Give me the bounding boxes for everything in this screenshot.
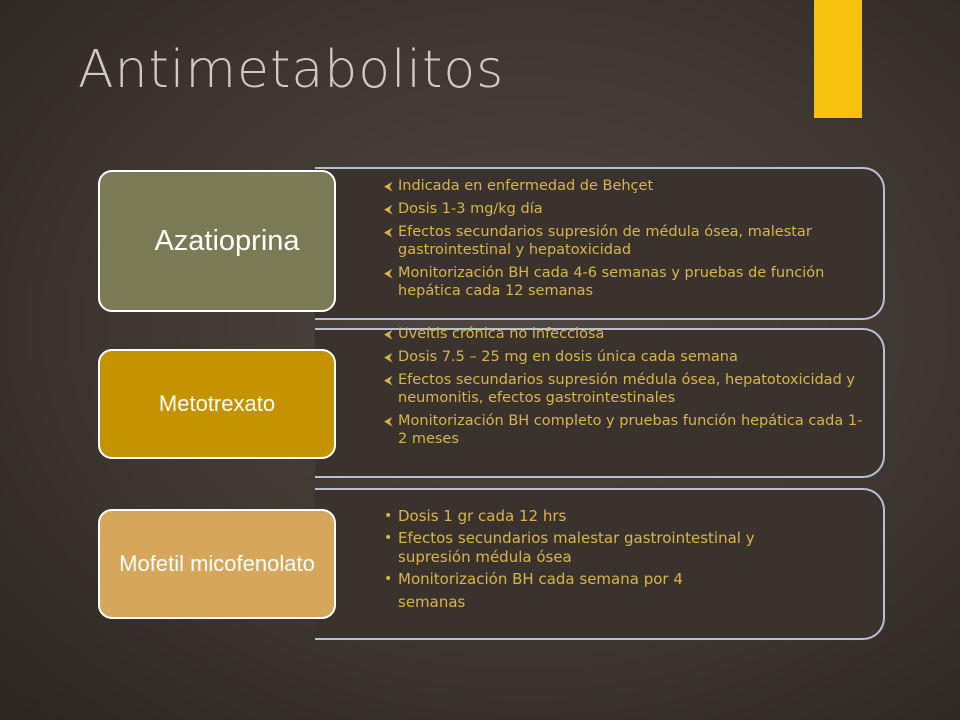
list-item-continuation: semanas bbox=[398, 593, 466, 611]
list-item: • Monitorización BH cada semana por 4 semanas bbox=[384, 570, 824, 612]
list-item: ⮜ Efectos secundarios supresión de médula ósea, malestar gastrointestinal y hepatoxicidad bbox=[384, 224, 812, 258]
azatioprina-list bbox=[384, 177, 864, 305]
arrow-bullet-icon: ⮜ bbox=[384, 414, 393, 428]
list-item: ⮜ Dosis 1-3 mg/kg día bbox=[384, 201, 543, 217]
arrow-bullet-icon: ⮜ bbox=[384, 373, 393, 387]
arrow-bullet-icon: ⮜ bbox=[384, 202, 393, 216]
list-item: ⮜ Efectos secundarios supresión médula ósea, hepatotoxicidad y neumonitis, efectos gastrointestinales bbox=[384, 372, 855, 406]
dot-bullet-icon: • bbox=[384, 508, 393, 524]
list-item: ⮜ Dosis 7.5 – 25 mg en dosis única cada semana bbox=[384, 349, 738, 365]
list-item: ⮜ Monitorización BH completo y pruebas función hepática cada 1-2 meses bbox=[384, 413, 863, 447]
dot-bullet-icon: • bbox=[384, 530, 393, 546]
list-item: • Efectos secundarios malestar gastrointestinal y supresión médula ósea bbox=[384, 529, 755, 566]
dot-bullet-icon: • bbox=[384, 571, 393, 587]
list-item: • Dosis 1 gr cada 12 hrs bbox=[384, 507, 567, 525]
list-item: ⮜ Monitorización BH cada 4-6 semanas y pruebas de función hepática cada 12 semanas bbox=[384, 265, 825, 299]
mofetil-list bbox=[384, 507, 824, 615]
metotrexato-label: Metotrexato bbox=[98, 349, 336, 459]
metotrexato-list bbox=[384, 325, 864, 453]
accent-bar bbox=[814, 0, 862, 118]
list-item: ⮜ Indicada en enfermedad de Behçet bbox=[384, 178, 654, 194]
arrow-bullet-icon: ⮜ bbox=[384, 327, 393, 341]
arrow-bullet-icon: ⮜ bbox=[384, 350, 393, 364]
mofetil-label: Mofetil micofenolato bbox=[98, 509, 336, 619]
slide-title: Antimetabolitos bbox=[78, 40, 505, 100]
azatioprina-label: Azatioprina bbox=[98, 170, 336, 312]
arrow-bullet-icon: ⮜ bbox=[384, 266, 393, 280]
arrow-bullet-icon: ⮜ bbox=[384, 225, 393, 239]
arrow-bullet-icon: ⮜ bbox=[384, 179, 393, 193]
list-item: ⮜ Uveítis crónica no infecciosa bbox=[384, 326, 605, 342]
